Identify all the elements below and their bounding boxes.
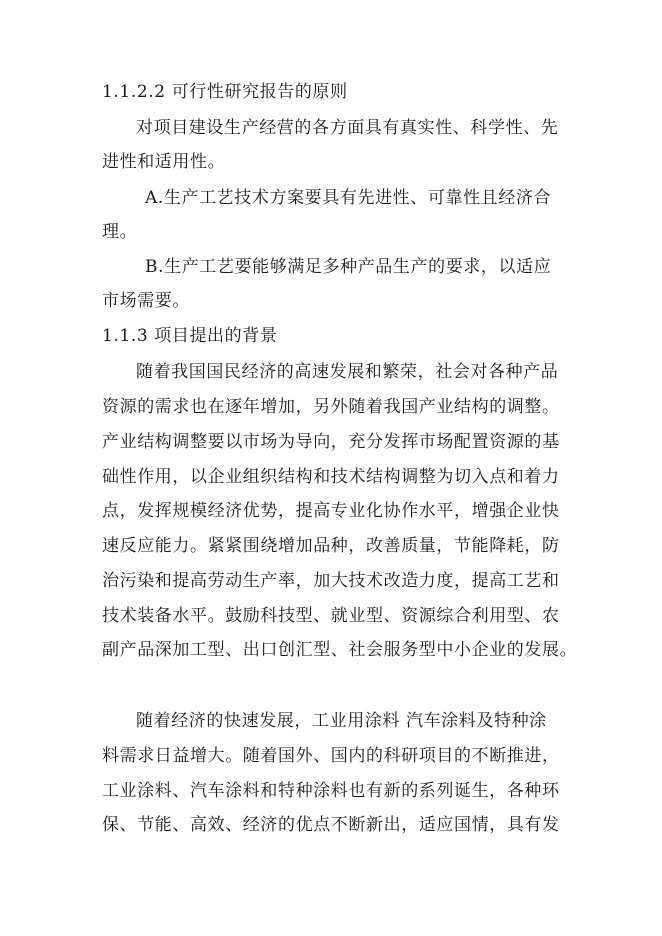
item-b-line-1: B.生产工艺要能够满足多种产品生产的要求，以适应 — [145, 257, 552, 277]
item-b-line-2: 市场需要。 — [102, 291, 190, 311]
paragraph-background-line-1: 随着我国国民经济的高速发展和繁荣，社会对各种产品 — [136, 362, 559, 382]
paragraph-coatings-line-2: 料需求日益增大。随着国外、国内的科研项目的不断推进， — [102, 746, 560, 766]
paragraph-background-line-5: 点，发挥规模经济优势，提高专业化协作水平，增强企业快 — [102, 501, 560, 521]
paragraph-coatings-line-4: 保、节能、高效、经济的优点不断新出，适应国情，具有发 — [102, 815, 560, 835]
paragraph-background-line-8: 技术装备水平。鼓励科技型、就业型、资源综合利用型、农 — [102, 606, 560, 626]
item-a-line-2: 理。 — [102, 222, 138, 242]
paragraph-principle-line-1: 对项目建设生产经营的各方面具有真实性、科学性、先 — [136, 118, 559, 138]
paragraph-coatings-line-3: 工业涂料、汽车涂料和特种涂料也有新的系列诞生，各种环 — [102, 781, 560, 801]
paragraph-background-line-6: 速反应能力。紧紧围绕增加品种，改善质量，节能降耗，防 — [102, 536, 560, 556]
paragraph-background-line-7: 治污染和提高劳动生产率，加大技术改造力度，提高工艺和 — [102, 571, 560, 591]
paragraph-background-line-2: 资源的需求也在逐年增加，另外随着我国产业结构的调整。 — [102, 397, 560, 417]
paragraph-background-line-9: 副产品深加工型、出口创汇型、社会服务型中小企业的发展。 — [102, 640, 578, 660]
section-heading-1-1-2-2: 1.1.2.2 可行性研究报告的原则 — [102, 82, 348, 102]
paragraph-background-line-3: 产业结构调整要以市场为导向，充分发挥市场配置资源的基 — [102, 432, 560, 452]
paragraph-principle-line-2: 进性和适用性。 — [102, 152, 226, 172]
paragraph-background-line-4: 础性作用，以企业组织结构和技术结构调整为切入点和着力 — [102, 467, 560, 487]
item-a-line-1: A.生产工艺技术方案要具有先进性、可靠性且经济合 — [145, 188, 552, 208]
section-heading-1-1-3: 1.1.3 项目提出的背景 — [102, 326, 278, 346]
paragraph-coatings-line-1: 随着经济的快速发展，工业用涂料 汽车涂料及特种涂 — [136, 711, 547, 731]
